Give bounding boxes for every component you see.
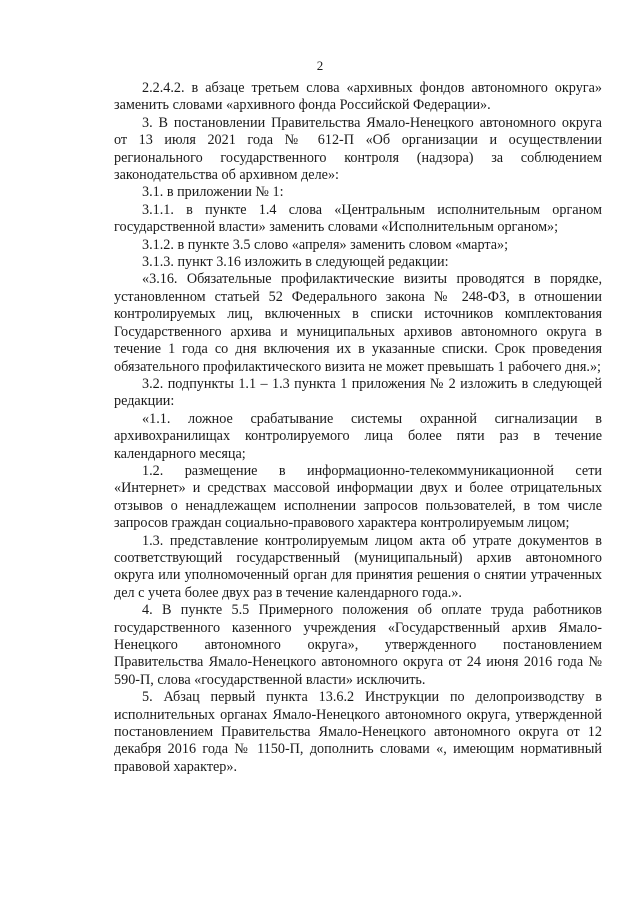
page-number: 2 [316,58,324,73]
paragraph-3-1: 3.1. в приложении № 1: [142,184,284,201]
paragraph-5: 5. Абзац первый пункта 13.6.2 Инструкции по делопроизводству в исполнительных органах Ямало-Ненецкого автономного округа, утвержденной постановлением Правительства Ямало-Ненецкого автономного округа от 12 декабря 2016 года № 1150-П, дополнить словами «, имеющим нормативный правовой характер». [114,689,602,775]
paragraph-3-1-1: 3.1.1. в пункте 1.4 слова «Центральным исполнительным органом государственной власти» заменить словами «Исполнительным органом»; [114,201,602,236]
paragraph-quote-1-1: «1.1. ложное срабатывание системы охранной сигнализации в архивохранилищах контролируемого лица более пяти раз в течение календарного месяца; [114,410,602,462]
paragraph-2-2-4-2: 2.2.4.2. в абзаце третьем слова «архивных фондов автономного округа» заменить словами «архивного фонда Российской Федерации». [114,80,602,114]
paragraph-3-2: 3.2. подпункты 1.1 – 1.3 пункта 1 приложения № 2 изложить в следующей редакции: [114,375,602,410]
paragraph-3: 3. В постановлении Правительства Ямало-Ненецкого автономного округа от 13 июля 2021 года № 612-П «Об организации и осуществлении регионального государственного контроля (надзора) за соблюдением законодательства об архивном деле»: [114,114,602,184]
paragraph-4: 4. В пункте 5.5 Примерного положения об оплате труда работников государственного казенного учреждения «Государственный архив Ямало-Ненецкого автономного округа», утвержденного постановлением Правительства Ямало-Ненецкого автономного округа от 24 июня 2016 года № 590-П, слова «государственной власти» исключить. [114,602,602,688]
paragraph-3-1-2: 3.1.2. в пункте 3.5 слово «апреля» заменить словом «марта»; [142,236,509,253]
document-body [114,80,602,776]
paragraph-quote-1-2: 1.2. размещение в информационно-телекоммуникационной сети «Интернет» и средствах массовой информации двух и более отрицательных отзывов о ненадлежащем исполнении запросов пользователей, в том числе запросов граждан социально-правового характера контролируемым лицом; [114,462,602,532]
paragraph-quote-1-3: 1.3. представление контролируемым лицом акта об утрате документов в соответствующий государственный (муниципальный) архив автономного округа или уполномоченный орган для принятия решения о снятии утраченных дел с учета более двух раз в течение календарного года.». [114,532,602,601]
paragraph-quote-3-16: «3.16. Обязательные профилактические визиты проводятся в порядке, установленном статьей 52 Федерального закона № 248-ФЗ, в отношении контролируемых лиц, включенных в списки источников комплектования Государственного архива и муниципальных архивов автономного округа в течение 1 года со дня включения их в указанные списки. Срок проведения обязательного профилактического визита не может превышать 1 рабочего дня.»; [114,271,602,375]
paragraph-3-1-3: 3.1.3. пункт 3.16 изложить в следующей редакции: [142,254,449,271]
